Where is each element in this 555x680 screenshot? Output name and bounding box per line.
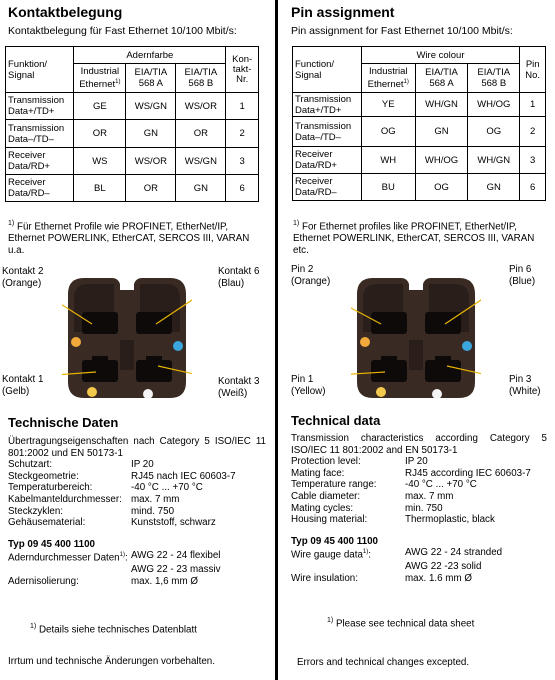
disclaimer: Irrtum und technische Änderungen vorbehalten. <box>8 656 215 667</box>
tech-title: Technical data <box>291 413 381 428</box>
pin-2-label: Pin 2 (Orange) <box>291 264 331 287</box>
header-industrial: Industrial Ethernet$^{1)}$ <box>361 64 415 93</box>
header-signal: Funktion/ Signal <box>6 47 74 93</box>
type-label: Typ 09 45 400 1100 <box>8 538 95 550</box>
pin-dot-yellow <box>87 387 97 397</box>
german-column <box>0 0 274 680</box>
table-row: Receiver Data/RD+ WH WH/OG WH/GN 3 <box>293 147 546 174</box>
table-row: Receiver Data/RD– BL OR GN 6 <box>6 175 259 202</box>
column-divider <box>275 0 278 680</box>
tech-row: Protection level: IP 20 <box>291 456 428 468</box>
tech-row: Mating cycles: min. 750 <box>291 502 443 514</box>
pin-6-label: Kontakt 6 (Blau) <box>218 266 260 289</box>
connector-image <box>62 270 192 402</box>
header-group: Adernfarbe <box>74 47 226 64</box>
wire-row: Wire gauge data$^{1)}$: AWG 22 - 24 stranded <box>291 547 503 561</box>
table-row: Transmission Data–/TD– OR GN OR 2 <box>6 120 259 148</box>
header-group: Wire colour <box>361 47 520 64</box>
table-row: Transmission Data+/TD+ YE WH/GN WH/OG 1 <box>293 93 546 117</box>
pin-table <box>292 46 546 201</box>
disclaimer: Errors and technical changes excepted. <box>297 657 470 668</box>
subtitle: Kontaktbelegung für Fast Ethernet 10/100 Mbit/s: <box>8 25 237 37</box>
tech-row: Steckzyklen: mind. 750 <box>8 505 175 517</box>
english-column <box>283 0 555 680</box>
pin-dot-yellow <box>376 387 386 397</box>
pin-table <box>5 46 259 202</box>
tech-row: Temperature range: -40 °C ... +70 °C <box>291 479 477 491</box>
pin-dot-orange <box>71 337 81 347</box>
type-label: Typ 09 45 400 1100 <box>291 535 378 547</box>
subtitle: Pin assignment for Fast Ethernet 10/100 Mbit/s: <box>291 25 513 37</box>
header-568a: EIA/TIA 568 A <box>415 64 467 93</box>
header-signal: Function/ Signal <box>293 47 362 93</box>
header-568a: EIA/TIA 568 A <box>126 64 176 93</box>
page-title: Pin assignment <box>291 4 395 20</box>
pin-2-label: Kontakt 2 (Orange) <box>2 266 44 289</box>
pin-dot-white <box>432 389 442 399</box>
tech-row: Temperaturbereich: -40 °C ... +70 °C <box>8 482 203 494</box>
tech-row: Schutzart: IP 20 <box>8 459 154 471</box>
connector-image <box>351 270 481 402</box>
header-number: Kon- takt- Nr. <box>226 47 259 93</box>
tech-intro: Übertragungseigenschaften nach Category 5 ISO/IEC 11 801:2002 und EN 50173-1 <box>8 436 266 459</box>
insulation-row: Adernisolierung: max. 1,6 mm Ø <box>8 575 198 587</box>
wire-row: Aderndurchmesser Daten$^{1)}$: AWG 22 - 24 flexibel <box>8 550 221 564</box>
pin-dot-blue <box>173 341 183 351</box>
tech-row: Kabelmanteldurchmesser: max. 7 mm <box>8 493 180 505</box>
tech-data: Übertragungseigenschaften nach Category 5 ISO/IEC 11 801:2002 und EN 50173-1 Schutzart: IP 20 Steckgeometrie: RJ45 nach IEC 60603-7 Temperaturbereich: -40 °C ... +70 °C Kabelmanteldurchmesser: max. 7 mm Steckzyklen: mind. 750 Gehäusematerial: Kunststoff, schwarz Typ 09 45 400 1100 Aderndurchmesser Daten$^{1)}$: AWG 22 - 24 flexibel AWG 22 - 23 massiv Adernisolierung: max. 1,6 mm Ø <box>8 436 266 587</box>
table-row: Transmission Data–/TD– OG GN OG 2 <box>293 117 546 147</box>
pin-3-label: Pin 3 (White) <box>509 374 541 397</box>
header-568b: EIA/TIA 568 B <box>468 64 520 93</box>
details-note: $^{1)}$ Details siehe technisches Datenblatt <box>30 623 197 636</box>
footnote: $^{1)}$ For Ethernet profiles like PROFINET, EtherNet/IP, Ethernet POWERLINK, EtherCAT, SERCOS III, VARAN etc. <box>293 220 535 257</box>
details-note: $^{1)}$ Please see technical data sheet <box>327 617 475 630</box>
header-industrial: Industrial Ethernet$^{1)}$ <box>74 64 126 93</box>
pin-dot-orange <box>360 337 370 347</box>
tech-data: Transmission characteristics according Category 5 ISO/IEC 11 801:2002 and EN 50173-1 Protection level: IP 20 Mating face: RJ45 according IEC 60603-7 Temperature range: -40 °C ... +70 °C Cable diameter: max. 7 mm Mating cycles: min. 750 Housing material: Thermoplastic, black Typ 09 45 400 1100 Wire gauge data$^{1)}$: AWG 22 - 24 stranded AWG 22 -23 solid Wire insulation: max. 1.6 mm Ø <box>291 433 547 584</box>
tech-row: Steckgeometrie: RJ45 nach IEC 60603-7 <box>8 470 236 482</box>
pin-3-label: Kontakt 3 (Weiß) <box>218 376 260 399</box>
tech-title: Technische Daten <box>8 415 119 430</box>
tech-intro: Transmission characteristics according Category 5 ISO/IEC 11 801:2002 and EN 50173-1 <box>291 433 547 456</box>
page-title: Kontaktbelegung <box>8 4 123 20</box>
table-row: Receiver Data/RD– BU OG GN 6 <box>293 174 546 201</box>
tech-row: Gehäusematerial: Kunststoff, schwarz <box>8 517 216 529</box>
insulation-row: Wire insulation: max. 1.6 mm Ø <box>291 572 472 584</box>
tech-row: Mating face: RJ45 according IEC 60603-7 <box>291 467 531 479</box>
tech-row: Housing material: Thermoplastic, black <box>291 514 495 526</box>
header-568b: EIA/TIA 568 B <box>176 64 226 93</box>
table-row: Receiver Data/RD+ WS WS/OR WS/GN 3 <box>6 148 259 175</box>
header-number: Pin No. <box>520 47 546 93</box>
pin-dot-white <box>143 389 153 399</box>
table-row: Transmission Data+/TD+ GE WS/GN WS/OR 1 <box>6 93 259 120</box>
tech-row: Cable diameter: max. 7 mm <box>291 490 454 502</box>
pin-1-label: Kontakt 1 (Gelb) <box>2 374 44 397</box>
pin-dot-blue <box>462 341 472 351</box>
pin-6-label: Pin 6 (Blue) <box>509 264 536 287</box>
pin-1-label: Pin 1 (Yellow) <box>291 374 326 397</box>
footnote: $^{1)}$ Für Ethernet Profile wie PROFINET, EtherNet/IP, Ethernet POWERLINK, EtherCAT, SERCOS III, VARAN u.a. <box>8 220 250 257</box>
